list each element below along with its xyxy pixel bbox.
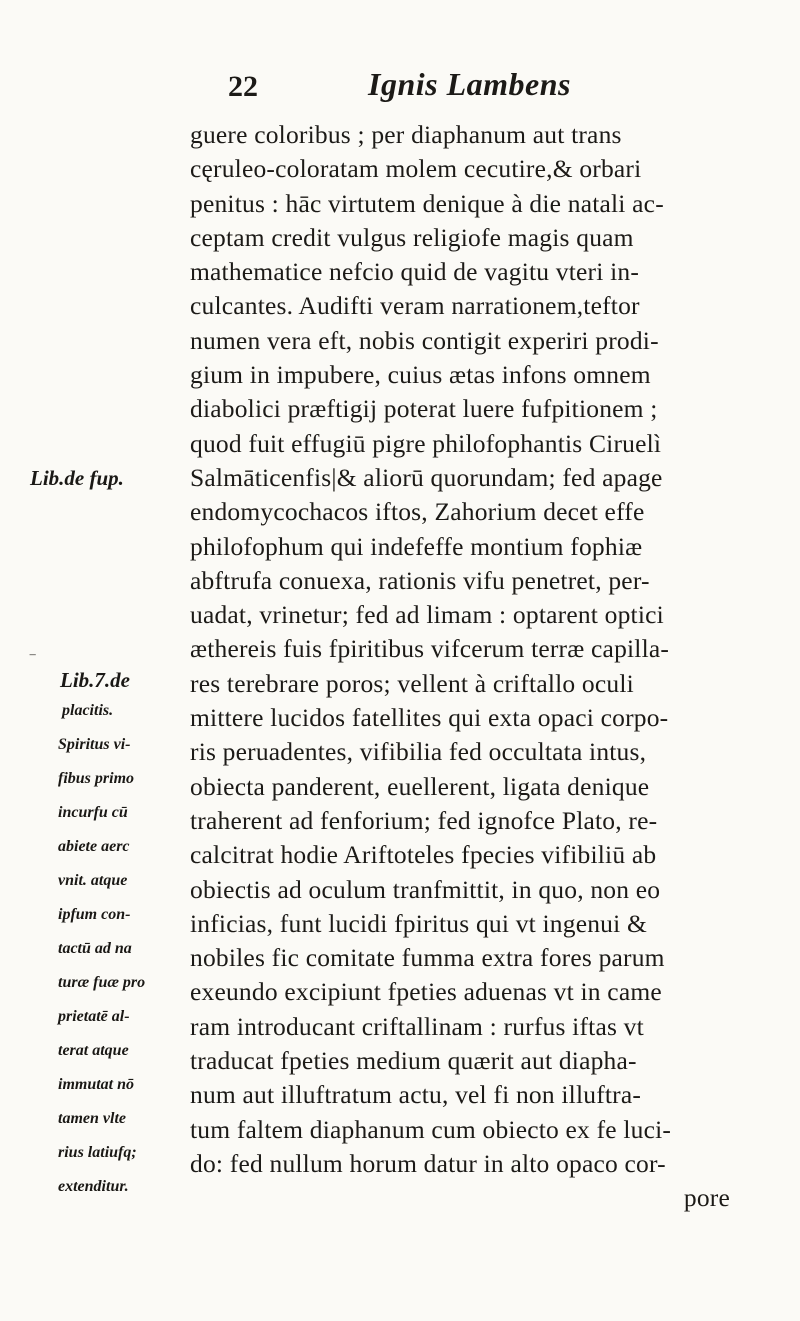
margin-gloss-line: rius latiufq;: [58, 1144, 137, 1161]
margin-gloss-line: prietatē al-: [58, 1008, 130, 1025]
text-line: calcitrat hodie Ariftoteles fpecies vifibiliū ab: [190, 840, 657, 870]
text-line: tum faltem diaphanum cum obiecto ex fe luci-: [190, 1114, 672, 1144]
text-line: num aut illuftratum actu, vel fi non illuftra-: [190, 1080, 642, 1110]
margin-gloss-line: abiete aerc: [58, 838, 130, 855]
text-line: culcantes. Audifti veram narrationem,teftor: [190, 291, 640, 321]
main-text-block: [190, 118, 790, 1216]
text-line: exeundo excipiunt fpeties aduenas vt in came: [190, 977, 662, 1007]
text-line: ris peruadentes, vifibilia fed occultata intus,: [190, 737, 647, 767]
margin-gloss-line: ipfum con-: [58, 906, 131, 923]
text-line: inficias, funt lucidi fpiritus qui vt ingenui &: [190, 908, 648, 938]
text-line: res terebrare poros; vellent à criftallo oculi: [190, 668, 634, 698]
margin-gloss-line: extenditur.: [58, 1178, 129, 1195]
text-line: obiectis ad oculum tranfmittit, in quo, non eo: [190, 874, 661, 904]
margin-gloss-line: incurfu cū: [58, 804, 128, 821]
text-line: numen vera eft, nobis contigit experiri prodi-: [190, 325, 659, 355]
margin-gloss-line: vnit. atque: [58, 872, 128, 889]
text-line: mathematice nefcio quid de vagitu vteri in-: [190, 257, 640, 287]
margin-gloss-line: tactū ad na: [58, 940, 132, 957]
margin-note-placitis: placitis.: [62, 702, 114, 719]
margin-gloss-line: immutat nō: [58, 1076, 135, 1093]
text-line: æthereis fuis fpiritibus vifcerum terræ capilla-: [190, 634, 670, 664]
text-line: diabolici præftigij poterat luere fufpitionem ;: [190, 394, 658, 424]
text-line: traherent ad fenforium; fed ignofce Plato, re-: [190, 805, 658, 835]
text-line: ram introducant criftallinam : rurfus iftas vt: [190, 1011, 644, 1041]
text-line: endomycochacos iftos, Zahorium decet effe: [190, 497, 645, 527]
text-line: Salmāticenfis|& aliorū quorundam; fed apage: [190, 462, 663, 492]
margin-mark: ‾: [30, 654, 36, 671]
text-line: guere coloribus ; per diaphanum aut trans: [190, 120, 622, 149]
text-line: do: fed nullum horum datur in alto opaco cor-: [190, 1148, 666, 1178]
text-line: obiecta panderent, euellerent, ligata denique: [190, 771, 650, 801]
text-line: ceptam credit vulgus religiofe magis quam: [190, 222, 634, 252]
margin-gloss-line: terat atque: [58, 1042, 129, 1059]
text-line: gium in impubere, cuius ætas infons omnem: [190, 360, 651, 390]
text-line: philofophum qui indefeffe montium fophiæ: [190, 531, 643, 561]
running-title: Ignis Lambens: [368, 66, 571, 102]
margin-note-lib-de-sup: Lib.de fup.: [30, 466, 124, 490]
margin-gloss-line: fibus primo: [58, 770, 135, 787]
margin-gloss-line: Spiritus vi-: [58, 736, 131, 753]
text-line: cęruleo-coloratam molem cecutire,& orbari: [190, 154, 642, 184]
margin-note-lib-7-de: Lib.7.de: [60, 668, 130, 692]
margin-gloss-line: turæ fuæ pro: [58, 974, 146, 991]
text-line: abftrufa conuexa, rationis vifu penetret, per-: [190, 565, 650, 595]
margin-gloss-line: tamen vlte: [58, 1110, 126, 1127]
page-number: 22: [228, 70, 258, 103]
text-line: mittere lucidos fatellites qui exta opaci corpo-: [190, 703, 669, 733]
text-line: uadat, vrinetur; fed ad limam : optarent optici: [190, 600, 664, 630]
text-line-last: pore: [683, 1183, 730, 1213]
text-line: traducat fpeties medium quærit aut diapha-: [190, 1046, 637, 1076]
text-line: penitus : hāc virtutem denique à die natali ac-: [190, 188, 664, 218]
text-line: quod fuit effugiū pigre philofophantis Ciruelì: [190, 428, 662, 458]
page-header: [0, 66, 800, 106]
text-line: nobiles fic comitate fumma extra fores parum: [190, 943, 665, 973]
